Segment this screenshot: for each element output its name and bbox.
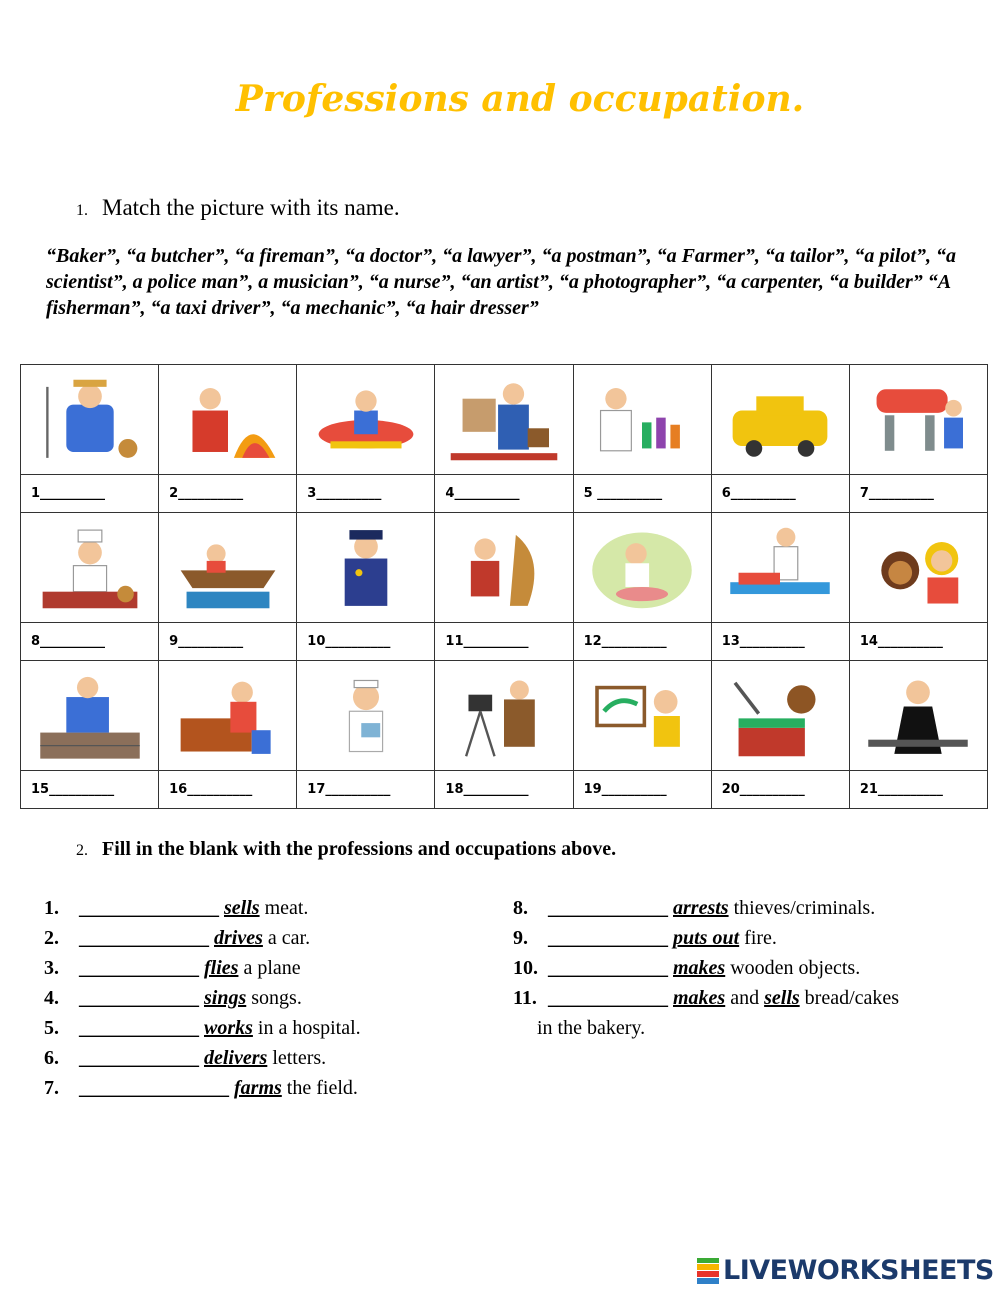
doctor-picture — [712, 513, 849, 622]
answer-blank[interactable]: _______________ — [79, 1077, 229, 1099]
answer-blank[interactable]: 5 __________ — [583, 486, 663, 501]
picture-cell — [297, 661, 435, 771]
artist-picture — [574, 661, 711, 770]
verb: drives — [214, 927, 263, 949]
sentence-rest: a plane — [238, 957, 301, 979]
answer-blank[interactable]: 10__________ — [307, 634, 391, 649]
answer-blank[interactable]: 16__________ — [169, 782, 253, 797]
logo-icon — [697, 1258, 719, 1284]
picture-grid — [20, 364, 988, 809]
picture-cell — [21, 513, 159, 623]
answer-blank[interactable]: 4__________ — [445, 486, 520, 501]
item-number: 8. — [513, 897, 528, 919]
musician-picture — [435, 513, 572, 622]
fill-list-right — [513, 893, 899, 1013]
answer-blank[interactable]: 8__________ — [31, 634, 106, 649]
picture-cell — [21, 661, 159, 771]
fill-item — [44, 1013, 361, 1043]
answer-blank[interactable]: 6__________ — [721, 486, 796, 501]
verb: flies — [204, 957, 239, 979]
answer-blank-cell[interactable] — [435, 623, 573, 661]
baker-picture — [21, 513, 158, 622]
question-2 — [76, 838, 616, 861]
answer-blank-cell[interactable] — [849, 475, 987, 513]
answer-blank-cell[interactable] — [435, 771, 573, 809]
farmer-picture — [21, 365, 158, 474]
verb: delivers — [204, 1047, 268, 1069]
item-number: 1. — [44, 897, 59, 919]
picture-cell — [711, 513, 849, 623]
mechanic-picture — [850, 365, 987, 474]
sentence-rest: songs. — [246, 987, 302, 1009]
nurse-picture — [297, 661, 434, 770]
verb: sings — [204, 987, 247, 1009]
picture-cell — [573, 513, 711, 623]
verb: sells — [224, 897, 260, 919]
picture-cell — [435, 661, 573, 771]
answer-blank[interactable]: ____________ — [548, 987, 668, 1009]
answer-blank[interactable]: 13__________ — [721, 634, 805, 649]
picture-cell — [573, 661, 711, 771]
fisherman-picture — [159, 513, 296, 622]
answer-blank[interactable]: 14__________ — [859, 634, 943, 649]
sentence-rest: in a hospital. — [252, 1017, 361, 1039]
tailor-picture — [712, 661, 849, 770]
verb: sells — [764, 987, 800, 1009]
item-number: 11. — [513, 987, 537, 1009]
answer-blank-cell[interactable] — [849, 623, 987, 661]
verb: makes — [673, 987, 726, 1009]
fill-continuation: in the bakery. — [537, 1017, 646, 1039]
answer-blank[interactable]: ____________ — [79, 1047, 199, 1069]
answer-blank[interactable]: 21__________ — [859, 782, 943, 797]
picture-cell — [297, 513, 435, 623]
carpenter-picture — [159, 661, 296, 770]
sentence-rest: thieves/criminals. — [728, 897, 876, 919]
item-number: 3. — [44, 957, 59, 979]
photographer-picture — [435, 661, 572, 770]
fill-item — [44, 923, 361, 953]
picture-row — [21, 513, 988, 623]
item-number: 9. — [513, 927, 528, 949]
picture-cell — [435, 513, 573, 623]
fill-list-left — [44, 893, 361, 1103]
answer-blank[interactable]: 18__________ — [445, 782, 529, 797]
fill-item — [44, 983, 361, 1013]
sentence-rest: bread/cakes — [799, 987, 900, 1009]
postman-picture — [435, 365, 572, 474]
picture-cell — [711, 365, 849, 475]
fill-item — [513, 953, 899, 983]
answer-blank-cell[interactable] — [297, 623, 435, 661]
answer-blank-cell[interactable] — [159, 771, 297, 809]
item-number: 5. — [44, 1017, 59, 1039]
picture-cell — [849, 365, 987, 475]
answer-blank[interactable]: ______________ — [79, 897, 219, 919]
answer-blank-cell[interactable] — [21, 475, 159, 513]
answer-blank[interactable]: 2__________ — [169, 486, 244, 501]
answer-blank[interactable]: ____________ — [79, 957, 199, 979]
picture-row — [21, 661, 988, 771]
answer-blank-cell[interactable] — [573, 623, 711, 661]
sentence-rest: and — [725, 987, 765, 1009]
answer-blank-cell[interactable] — [297, 771, 435, 809]
answer-blank-cell[interactable] — [159, 475, 297, 513]
sentence-rest: meat. — [259, 897, 309, 919]
picture-cell — [849, 661, 987, 771]
question-number: 2. — [76, 842, 88, 859]
answer-blank[interactable]: _____________ — [79, 927, 209, 949]
verb: arrests — [673, 897, 729, 919]
picture-cell — [159, 661, 297, 771]
verb: works — [204, 1017, 253, 1039]
item-number: 2. — [44, 927, 59, 949]
sentence-rest: wooden objects. — [725, 957, 861, 979]
picture-cell — [297, 365, 435, 475]
answer-blank[interactable]: ____________ — [79, 987, 199, 1009]
answer-blank[interactable]: 7__________ — [859, 486, 934, 501]
picture-cell — [573, 365, 711, 475]
answer-blank[interactable]: ____________ — [79, 1017, 199, 1039]
scientist-picture — [574, 365, 711, 474]
sentence-rest: letters. — [267, 1047, 327, 1069]
item-number: 6. — [44, 1047, 59, 1069]
pilot-picture — [297, 365, 434, 474]
answer-blank-cell[interactable] — [21, 623, 159, 661]
answer-blank[interactable]: 15__________ — [31, 782, 115, 797]
answer-blank[interactable]: 1__________ — [31, 486, 106, 501]
word-bank: “Baker”, “a butcher”, “a fireman”, “a doctor”, “a lawyer”, “a postman”, “a Farmer”, “a tailor”, “a pilot”, “a scientist”, a police man”, a musician”, “a nurse”, “an artist”, “a photographer”, “a carpenter, “a builder” “A fisherman”, “a taxi driver”, “a mechanic”, “a hair dresser” — [46, 245, 957, 319]
answer-blank-cell[interactable] — [159, 623, 297, 661]
answer-blank[interactable]: ____________ — [548, 897, 668, 919]
verb: puts out — [673, 927, 740, 949]
answer-blank-cell[interactable] — [573, 771, 711, 809]
butcher-picture — [574, 513, 711, 622]
label-row — [21, 475, 988, 513]
answer-blank-cell[interactable] — [711, 475, 849, 513]
question-1 — [76, 195, 400, 221]
answer-blank[interactable]: 3__________ — [307, 486, 382, 501]
fill-item — [44, 1073, 361, 1103]
picture-row — [21, 365, 988, 475]
answer-blank[interactable]: 9__________ — [169, 634, 244, 649]
picture-cell — [435, 365, 573, 475]
sentence-rest: the field. — [281, 1077, 358, 1099]
answer-blank-cell[interactable] — [297, 475, 435, 513]
question-text: Match the picture with its name. — [102, 195, 400, 220]
item-number: 10. — [513, 957, 538, 979]
answer-blank-cell[interactable] — [573, 475, 711, 513]
verb: makes — [673, 957, 726, 979]
sentence-rest: a car. — [262, 927, 311, 949]
fill-item — [44, 893, 361, 923]
label-row — [21, 623, 988, 661]
item-number: 4. — [44, 987, 59, 1009]
answer-blank-cell[interactable] — [711, 623, 849, 661]
fill-item — [44, 1043, 361, 1073]
answer-blank-cell[interactable] — [21, 771, 159, 809]
picture-cell — [159, 513, 297, 623]
answer-blank-cell[interactable] — [711, 771, 849, 809]
answer-blank-cell[interactable] — [435, 475, 573, 513]
hairdresser-picture — [850, 513, 987, 622]
fill-item — [513, 983, 899, 1013]
picture-cell — [159, 365, 297, 475]
lawyer-picture — [850, 661, 987, 770]
verb: farms — [234, 1077, 282, 1099]
brand-logo — [697, 1255, 994, 1286]
fireman-picture — [159, 365, 296, 474]
fill-item — [513, 923, 899, 953]
builder-picture — [21, 661, 158, 770]
brand-name: LIVEWORKSHEETS — [723, 1255, 994, 1286]
answer-blank[interactable]: ____________ — [548, 957, 668, 979]
answer-blank[interactable]: 11__________ — [445, 634, 529, 649]
sentence-rest: fire. — [739, 927, 777, 949]
answer-blank[interactable]: ____________ — [548, 927, 668, 949]
question-text: Fill in the blank with the professions and occupations above. — [102, 838, 617, 860]
page-title: Professions and occupation. — [235, 78, 805, 120]
fill-item — [513, 893, 899, 923]
answer-blank[interactable]: 17__________ — [307, 782, 391, 797]
answer-blank[interactable]: 12__________ — [583, 634, 667, 649]
picture-cell — [711, 661, 849, 771]
fill-item — [44, 953, 361, 983]
item-number: 7. — [44, 1077, 59, 1099]
answer-blank[interactable]: 19__________ — [583, 782, 667, 797]
question-number: 1. — [76, 202, 88, 219]
answer-blank[interactable]: 20__________ — [721, 782, 805, 797]
label-row — [21, 771, 988, 809]
taxi-picture — [712, 365, 849, 474]
picture-cell — [849, 513, 987, 623]
picture-cell — [21, 365, 159, 475]
policeman-picture — [297, 513, 434, 622]
answer-blank-cell[interactable] — [849, 771, 987, 809]
